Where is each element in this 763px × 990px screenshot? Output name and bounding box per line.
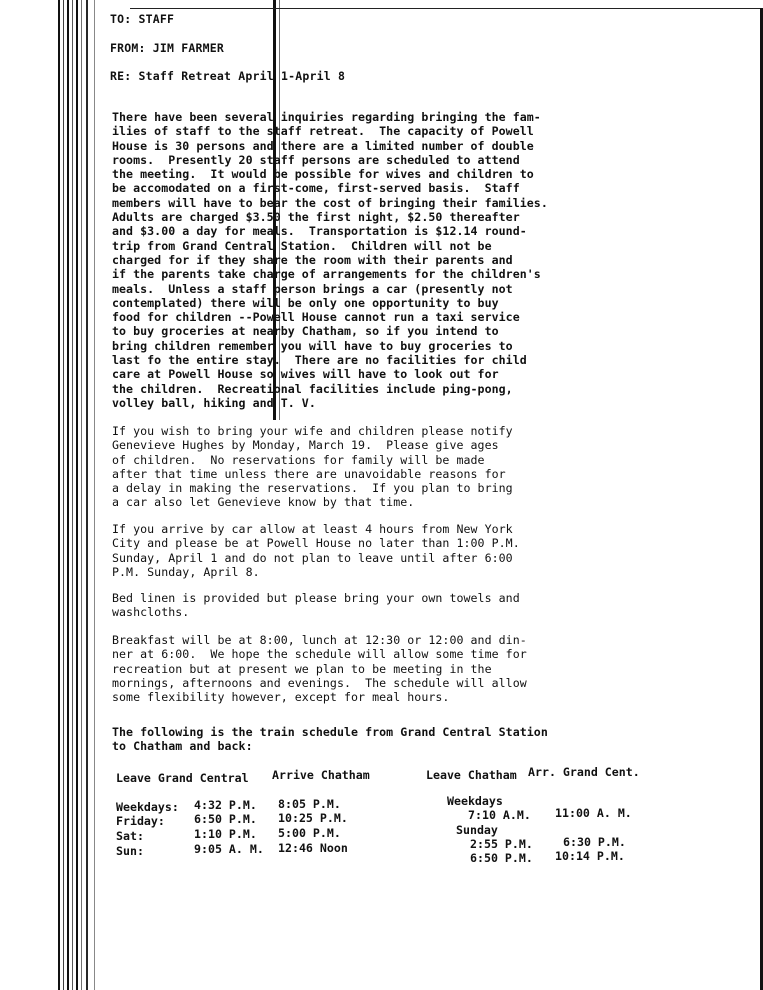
inbound-arrive-header: Arr. Grand Cent. (528, 765, 640, 779)
outbound-leave-time: 6:50 P.M. (194, 812, 257, 826)
text-line: some flexibility however, except for meal hours. (112, 690, 450, 705)
scan-artifact-line (76, 0, 78, 990)
text-line: trip from Grand Central Station. Children will not be (112, 238, 492, 253)
paragraph-arrival (112, 522, 552, 579)
memo-from: FROM: JIM FARMER (110, 41, 224, 55)
text-line: If you arrive by car allow at least 4 hours from New York (112, 522, 513, 536)
inbound-weekdays-label: Weekdays (447, 794, 503, 808)
outbound-arrive-time: 8:05 P.M. (278, 797, 341, 811)
text-line: bring children remember you will have to buy groceries to (112, 338, 513, 353)
text-line: food for children --Powell House cannot run a taxi service (112, 310, 520, 325)
text-line: volley ball, hiking and T. V. (112, 395, 316, 410)
text-line: washcloths. (112, 605, 190, 620)
paragraph-families (112, 110, 552, 410)
outbound-day: Weekdays: (116, 800, 179, 814)
text-line: City and please be at Powell House no later than 1:00 P.M. (112, 536, 520, 551)
text-line: care at Powell House so wives will have to look out for (112, 367, 499, 382)
outbound-arrive-time: 5:00 P.M. (278, 826, 341, 840)
scan-artifact-line (67, 0, 69, 990)
scan-artifact-line (63, 0, 64, 990)
text-line: Bed linen is provided but please bring your own towels and (112, 591, 520, 605)
paragraph-linen (112, 591, 552, 620)
outbound-leave-time: 4:32 P.M. (194, 798, 257, 812)
text-line: If you wish to bring your wife and children please notify (112, 424, 513, 438)
text-line: Sunday, April 1 and do not plan to leave until after 6:00 (112, 550, 513, 565)
scan-artifact-line (81, 0, 82, 990)
text-line: rooms. Presently 20 staff persons are scheduled to attend (112, 152, 520, 167)
text-line: and $3.00 a day for meals. Transportation is $12.14 round- (112, 224, 527, 239)
text-line: last fo the entire stay. There are no facilities for child (112, 353, 527, 368)
text-line: be accomodated on a first-come, first-served basis. Staff (112, 181, 520, 196)
outbound-leave-header: Leave Grand Central (116, 771, 249, 785)
text-line: Breakfast will be at 8:00, lunch at 12:30 or 12:00 and din- (112, 633, 527, 647)
text-line: recreation but at present we plan to be meeting in the (112, 661, 492, 676)
inbound-arrive-time: 6:30 P.M. (563, 835, 626, 849)
paragraph-meals (112, 633, 552, 704)
text-line: Adults are charged $3.50 the first night, $2.50 thereafter (112, 210, 520, 225)
text-line: There have been several inquiries regarding bringing the fam- (112, 110, 541, 124)
text-line: meals. Unless a staff person brings a car (presently not (112, 281, 513, 296)
text-line: a car also let Genevieve know by that time. (112, 495, 415, 510)
inbound-leave-header: Leave Chatham (426, 768, 517, 782)
text-line: charged for if they share the room with their parents and (112, 252, 513, 267)
text-line: contemplated) there will be only one opportunity to buy (112, 295, 499, 310)
text-line: the meeting. It would be possible for wives and children to (112, 167, 534, 182)
scan-artifact-line (58, 0, 60, 990)
scan-artifact-line (94, 0, 95, 990)
outbound-arrive-time: 12:46 Noon (278, 841, 348, 855)
text-line: members will have to bear the cost of bringing their families. (112, 195, 548, 210)
scan-artifact-line (86, 0, 88, 990)
text-line: if the parents take charge of arrangements for the children's (112, 267, 541, 282)
paragraph-train-intro (112, 725, 552, 754)
text-line: The following is the train schedule from Grand Central Station (112, 725, 548, 739)
text-line: to buy groceries at nearby Chatham, so if you intend to (112, 324, 499, 339)
paragraph-reservations (112, 424, 552, 510)
outbound-day: Sat: (116, 829, 144, 843)
outbound-day: Friday: (116, 814, 165, 828)
text-line: to Chatham and back: (112, 739, 253, 754)
text-line: after that time unless there are unavoidable reasons for (112, 466, 506, 481)
text-line: mornings, afternoons and evenings. The schedule will allow (112, 675, 527, 690)
top-rule (130, 8, 763, 9)
outbound-arrive-time: 10:25 P.M. (278, 811, 348, 825)
inbound-leave-time: 6:50 P.M. (470, 851, 533, 865)
text-line: P.M. Sunday, April 8. (112, 564, 260, 579)
text-line: a delay in making the reservations. If you plan to bring (112, 481, 513, 496)
text-line: ner at 6:00. We hope the schedule will allow some time for (112, 647, 527, 662)
inbound-leave-time: 7:10 A.M. (468, 808, 531, 822)
text-line: ilies of staff to the staff retreat. The capacity of Powell (112, 124, 534, 139)
inbound-sunday-label: Sunday (456, 823, 498, 837)
text-line: Genevieve Hughes by Monday, March 19. Please give ages (112, 438, 499, 453)
memo-subject: RE: Staff Retreat April 1-April 8 (110, 69, 346, 83)
inbound-arrive-time: 10:14 P.M. (555, 849, 625, 863)
text-line: House is 30 persons and there are a limited number of double (112, 138, 534, 153)
text-line: the children. Recreational facilities include ping-pong, (112, 381, 513, 396)
outbound-leave-time: 9:05 A. M. (194, 842, 264, 856)
memo-to: TO: STAFF (110, 12, 175, 26)
text-line: of children. No reservations for family will be made (112, 452, 485, 467)
outbound-leave-time: 1:10 P.M. (194, 827, 257, 841)
outbound-day: Sun: (116, 844, 144, 858)
inbound-arrive-time: 11:00 A. M. (555, 806, 632, 820)
inbound-leave-time: 2:55 P.M. (470, 837, 533, 851)
outbound-arrive-header: Arrive Chatham (272, 768, 370, 782)
scan-artifact-line (72, 0, 73, 990)
